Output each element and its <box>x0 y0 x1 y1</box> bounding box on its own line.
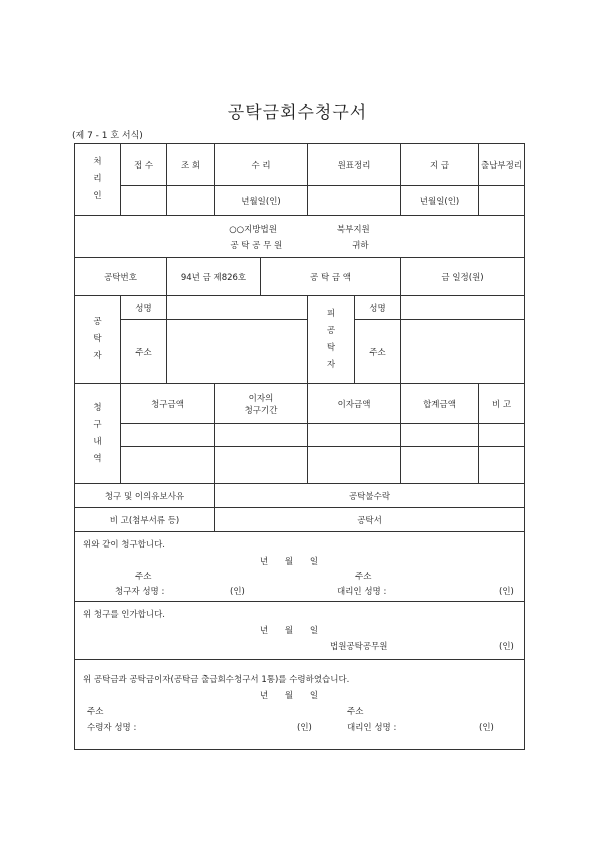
col-inquiry: 조 회 <box>167 144 215 186</box>
officer-title: 공 탁 공 무 원 <box>230 240 283 251</box>
col-ledger: 원표정리 <box>308 144 401 186</box>
claim-details-label: 청 구 내 역 <box>75 384 121 484</box>
approval-officer: 법원공탁공무원 <box>330 642 388 652</box>
claimant-name-label: 청구자 성명 : <box>115 587 165 597</box>
claim-header-note: 비 고 <box>479 384 525 424</box>
claim-total-2[interactable] <box>401 447 479 484</box>
receipt-agent-address-label: 주소 <box>347 707 364 717</box>
recipient-seal[interactable]: (인) <box>297 723 312 733</box>
receipt-block <box>75 660 525 750</box>
approval-block <box>75 602 525 660</box>
depositee-name-label: 성명 <box>355 296 401 320</box>
honorific: 귀하 <box>352 240 369 251</box>
addressee-block <box>75 216 525 258</box>
claim-period-1[interactable] <box>215 424 308 447</box>
agent-address-label: 주소 <box>355 572 372 582</box>
receipt-text: 위 공탁금과 공탁금이자(공탁금 출급회수청구서 1통)를 수령하였습니다. <box>83 675 350 685</box>
receipt-agent-name-label: 대리인 성명 : <box>347 723 397 733</box>
cashbook-stamp-cell[interactable] <box>479 186 525 216</box>
processing-label: 처 리 인 <box>75 144 121 216</box>
branch-name: 북부지원 <box>336 224 370 235</box>
acceptance-date: 년월일(인) <box>215 186 308 216</box>
depositee-address-field[interactable] <box>401 320 525 384</box>
depositor-address-field[interactable] <box>167 320 308 384</box>
claim-header-total: 합계금액 <box>401 384 479 424</box>
deposit-no-label: 공탁번호 <box>75 258 167 296</box>
approval-date: 년 월 일 <box>260 626 319 636</box>
claim-statement-block <box>75 532 525 602</box>
approval-seal[interactable]: (인) <box>499 642 514 652</box>
form-number: (제 7 - 1 호 서식) <box>72 131 143 141</box>
claim-amount-2[interactable] <box>121 447 215 484</box>
depositor-address-label: 주소 <box>121 320 167 384</box>
remarks-label: 비 고(첨부서류 등) <box>75 508 215 532</box>
receipt-stamp-cell[interactable] <box>121 186 167 216</box>
claim-total-1[interactable] <box>401 424 479 447</box>
deposit-amount-label: 공 탁 금 액 <box>261 258 401 296</box>
remarks-value[interactable]: 공탁서 <box>215 508 525 532</box>
court-name: ○○지방법원 <box>229 224 277 235</box>
deposit-amount-value[interactable]: 금 일정(원) <box>401 258 525 296</box>
depositee-name-field[interactable] <box>401 296 525 320</box>
claim-header-interest: 이자금액 <box>308 384 401 424</box>
claim-date: 년 월 일 <box>260 557 319 567</box>
claimant-seal[interactable]: (인) <box>230 587 245 597</box>
reason-value[interactable]: 공탁불수락 <box>215 484 525 508</box>
col-cashbook: 출납부정리 <box>479 144 525 186</box>
depositee-label: 피 공 탁 자 <box>308 296 355 384</box>
recipient-name-label: 수령자 성명 : <box>87 723 137 733</box>
claim-header-amount: 청구금액 <box>121 384 215 424</box>
reason-label: 청구 및 이의유보사유 <box>75 484 215 508</box>
agent-seal[interactable]: (인) <box>499 587 514 597</box>
col-acceptance: 수 리 <box>215 144 308 186</box>
depositor-name-field[interactable] <box>167 296 308 320</box>
agent-name-label: 대리인 성명 : <box>337 587 387 597</box>
col-payment: 지 급 <box>401 144 479 186</box>
claim-statement-text: 위와 같이 청구합니다. <box>83 540 166 550</box>
ledger-stamp-cell[interactable] <box>308 186 401 216</box>
receipt-date: 년 월 일 <box>260 691 319 701</box>
claim-amount-1[interactable] <box>121 424 215 447</box>
claim-form-table <box>74 143 525 750</box>
approval-text: 위 청구를 인가합니다. <box>83 610 166 620</box>
claimant-address-label: 주소 <box>135 572 152 582</box>
claim-interest-2[interactable] <box>308 447 401 484</box>
claim-interest-1[interactable] <box>308 424 401 447</box>
col-receipt: 접 수 <box>121 144 167 186</box>
depositor-name-label: 성명 <box>121 296 167 320</box>
recipient-address-label: 주소 <box>87 707 104 717</box>
deposit-no-value[interactable]: 94년 금 제826호 <box>167 258 261 296</box>
payment-date: 년월일(인) <box>401 186 479 216</box>
depositee-address-label: 주소 <box>355 320 401 384</box>
claim-header-period: 이자의 청구기간 <box>215 384 308 424</box>
inquiry-stamp-cell[interactable] <box>167 186 215 216</box>
claim-note-1[interactable] <box>479 424 525 447</box>
claim-period-2[interactable] <box>215 447 308 484</box>
form-title: 공탁금회수청구서 <box>227 103 368 123</box>
receipt-agent-seal[interactable]: (인) <box>479 723 494 733</box>
claim-note-2[interactable] <box>479 447 525 484</box>
depositor-label: 공 탁 자 <box>75 296 121 384</box>
